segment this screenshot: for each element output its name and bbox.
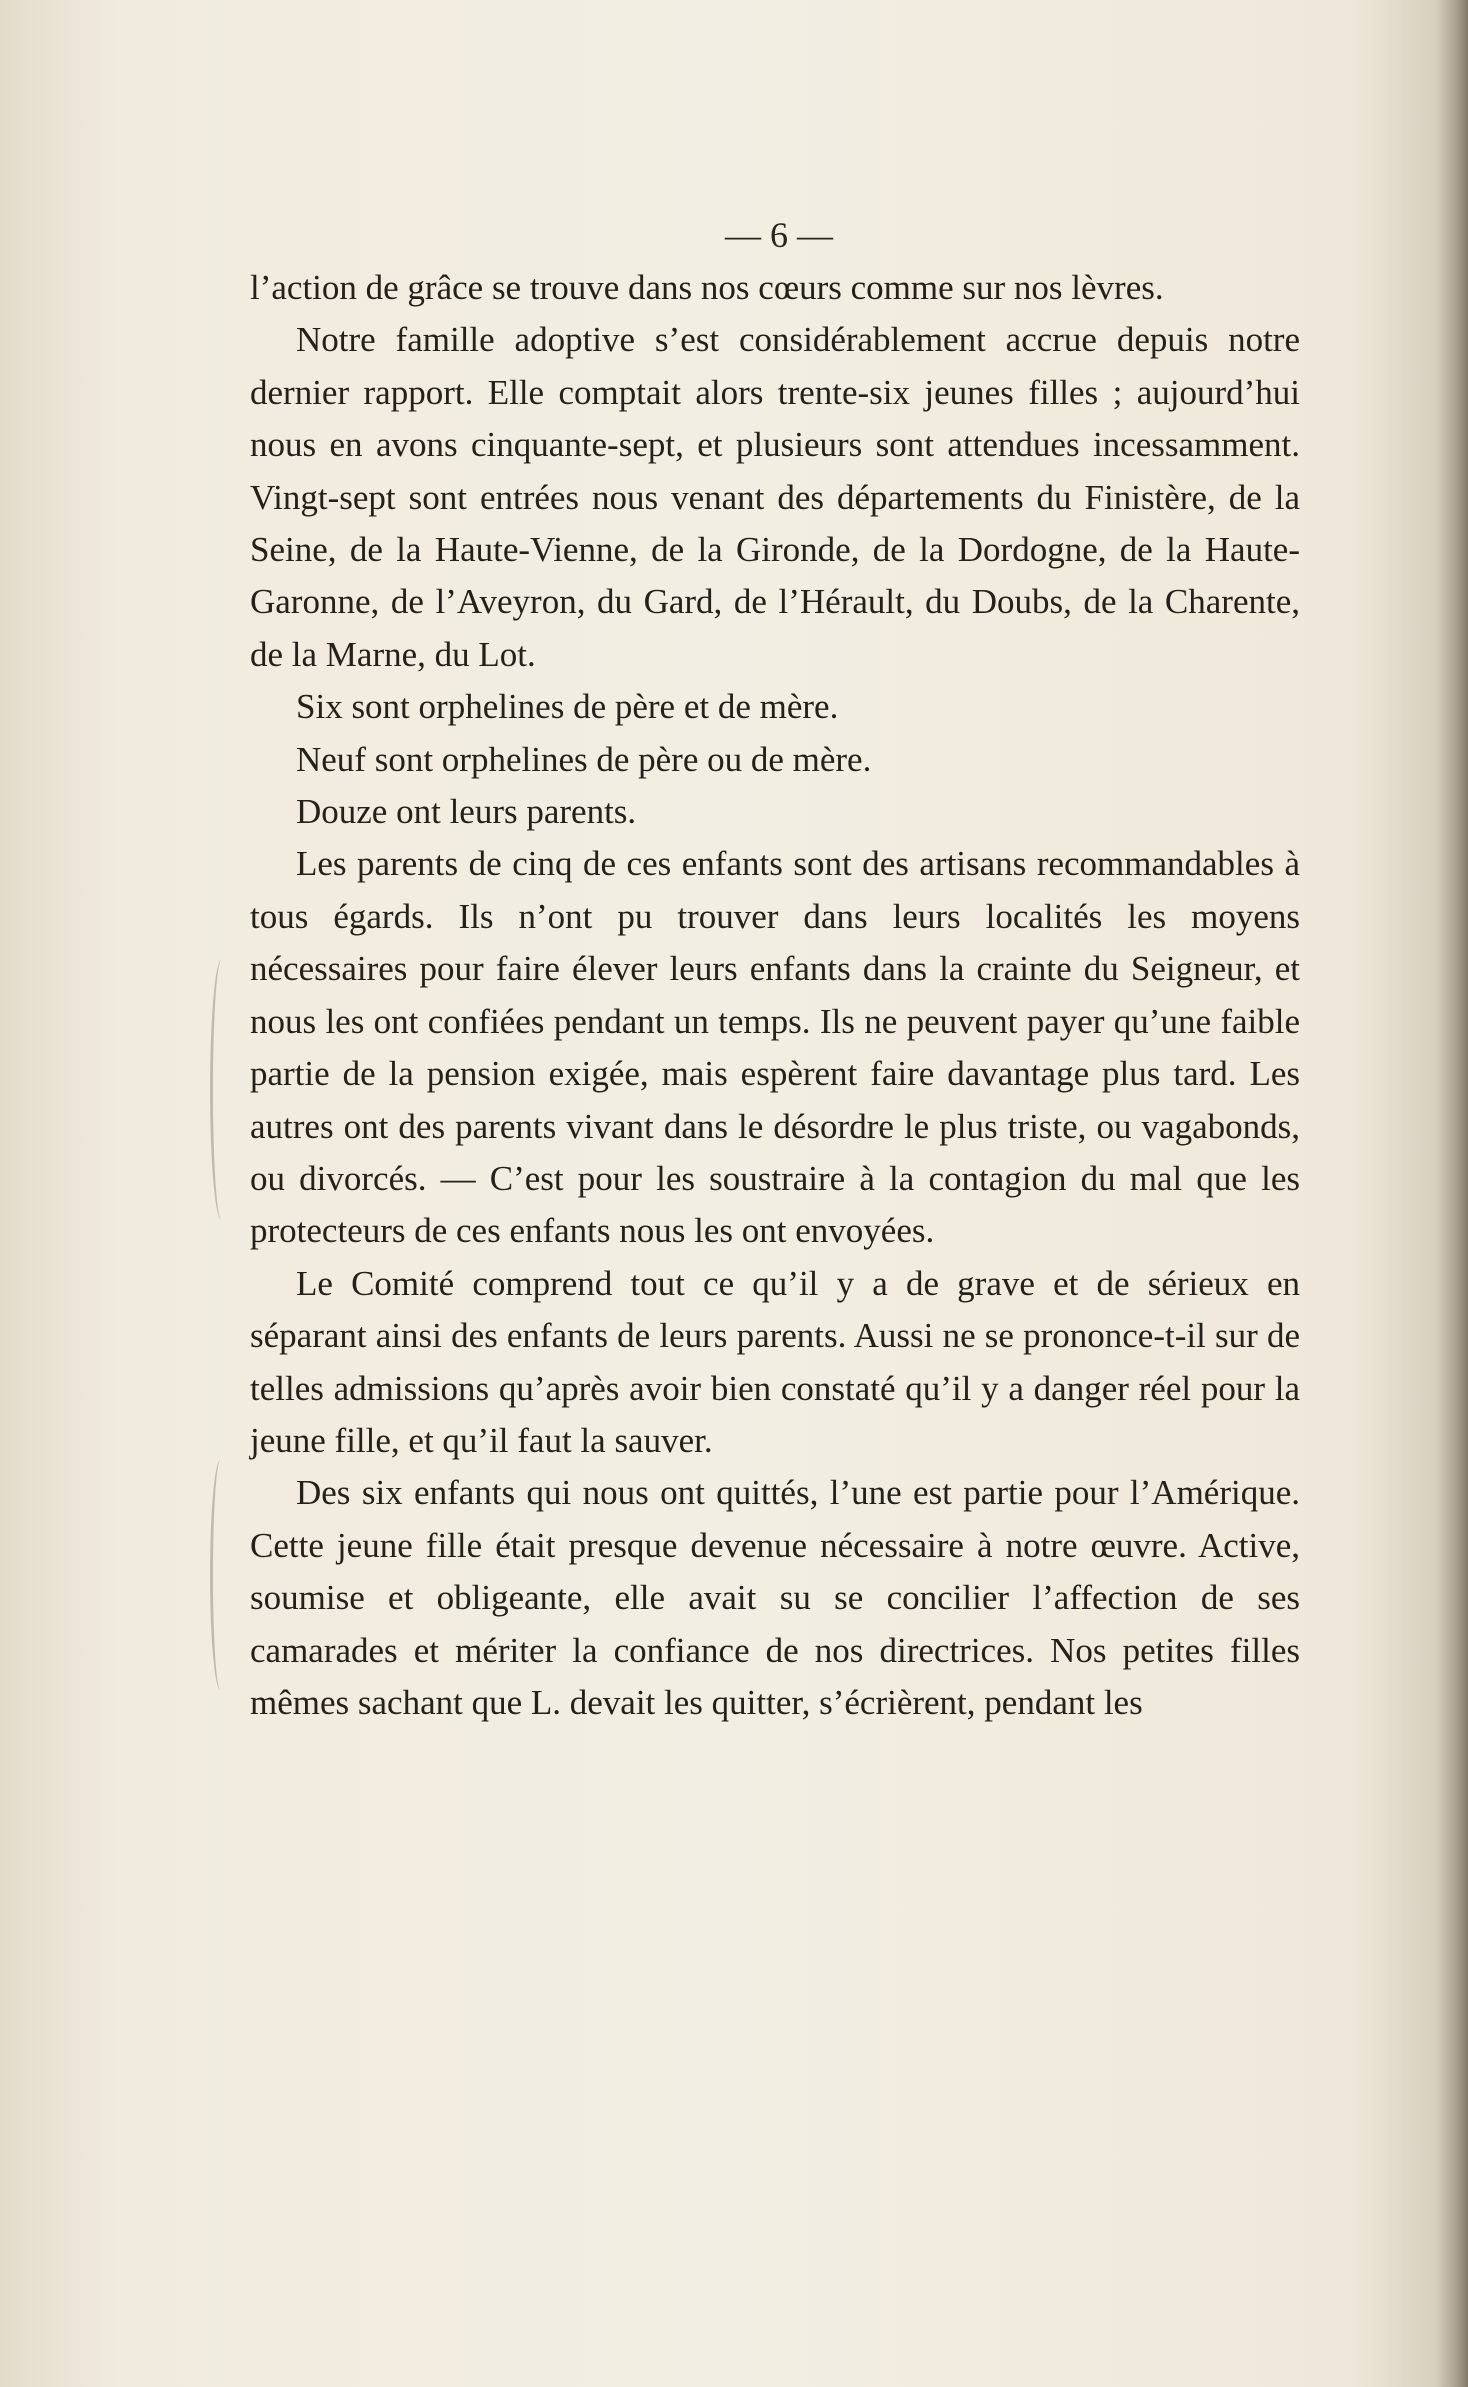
body-text <box>250 262 1300 1729</box>
margin-pencil-mark <box>210 960 233 1220</box>
paragraph-4: Neuf sont orphelines de père ou de mère. <box>296 739 872 779</box>
paragraph-3: Six sont orphelines de père et de mère. <box>296 687 839 727</box>
paragraph-5: Douze ont leurs parents. <box>296 792 637 832</box>
margin-pencil-mark <box>210 1460 231 1690</box>
paragraph-7: Le Comité comprend tout ce qu’il y a de grave et de sérieux en séparant ainsi des enfants de leurs parents. Aussi ne se prononce-t-il sur de telles admissions qu’après avoir bien constaté qu’il y a danger réel pour la jeune fille, et qu’il faut la sauver. <box>250 1263 1300 1460</box>
paragraph-2: Notre famille adoptive s’est considérablement accrue depuis notre dernier rapport. Elle comptait alors trente-six jeunes filles ; aujourd’hui nous en avons cinquante-sept, et plusieurs sont attendues incessamment. Vingt-sept sont entrées nous venant des départements du Finistère, de la Seine, de la Haute-Vienne, de la Gironde, de la Dordogne, de la Haute-Garonne, de l’Aveyron, du Gard, de l’Hérault, du Doubs, de la Charente, de la Marne, du Lot. <box>250 320 1300 674</box>
page-edge-shadow <box>1436 0 1468 2387</box>
paragraph-1: l’action de grâce se trouve dans nos cœurs comme sur nos lèvres. <box>250 268 1164 307</box>
page-number: — 6 — <box>725 215 833 255</box>
paragraph-6: Les parents de cinq de ces enfants sont des artisans recommandables à tous égards. Ils n’ont pu trouver dans leurs localités les moyens nécessaires pour faire élever leurs enfants dans la crainte du Seigneur, et nous les ont confiées pendant un temps. Ils ne peuvent payer qu’une faible partie de la pension exigée, mais espèrent faire davantage plus tard. Les autres ont des parents vivant dans le désordre le plus triste, ou vagabonds, ou divorcés. — C’est pour les soustraire à la contagion du mal que les protecteurs de ces enfants nous les ont envoyées. <box>250 844 1300 1251</box>
paragraph-8: Des six enfants qui nous ont quittés, l’une est partie pour l’Amérique. Cette jeune fille était presque devenue nécessaire à notre œuvre. Active, soumise et obligeante, elle avait su se concilier l’affection de ses camarades et mériter la confiance de nos directrices. Nos petites filles mêmes sachant que L. devait les quitter, s’écrièrent, pendant les <box>250 1473 1300 1722</box>
